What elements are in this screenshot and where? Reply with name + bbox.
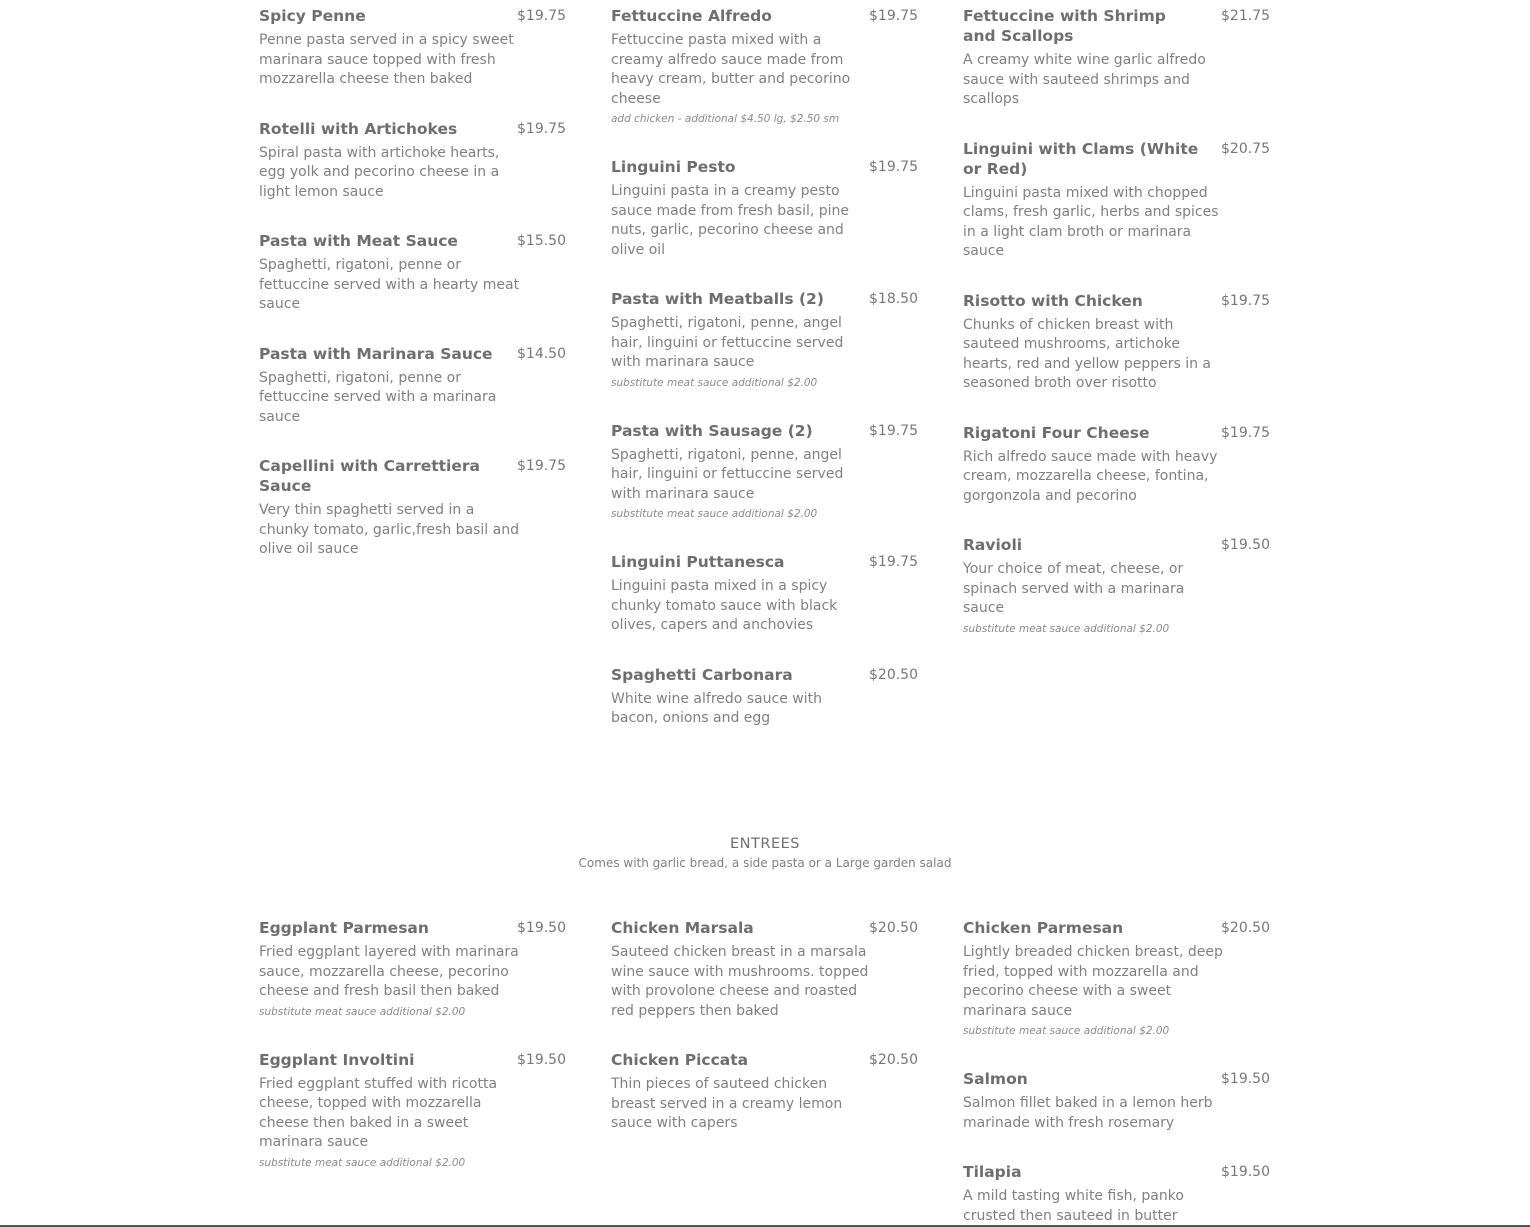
menu-item-header (963, 139, 1270, 179)
menu-item (963, 291, 1270, 394)
menu-item (259, 918, 566, 1021)
menu-item (963, 6, 1270, 110)
item-description: Lightly breaded chicken breast, deep fried, topped with mozzarella and pecorino cheese with a sweet marinara sauce (963, 944, 1223, 1019)
item-description: Spaghetti, rigatoni, penne or fettuccine served with a marinara sauce (259, 369, 497, 425)
menu-item (611, 552, 918, 636)
item-description: Chunks of chicken breast with sauteed mushrooms, artichoke hearts, red and yellow peppers in a seasoned broth over risotto (963, 316, 1212, 391)
menu-item (259, 456, 566, 560)
item-description: Spaghetti, rigatoni, penne, angel hair, linguini or fettuccine served with marinara sauce (611, 446, 844, 502)
item-note: substitute meat sauce additional $2.00 (611, 508, 818, 520)
item-description: White wine alfredo sauce with bacon, onions and egg (611, 690, 823, 726)
menu-item-header (259, 1050, 566, 1070)
item-name: Fettuccine Alfredo (611, 7, 772, 25)
menu-item-header (611, 157, 918, 177)
menu-item (611, 665, 918, 729)
item-price: $19.75 (869, 554, 918, 570)
item-name: Linguini Pesto (611, 158, 736, 176)
menu-item-header (611, 552, 918, 572)
item-name: Pasta with Marinara Sauce (259, 344, 493, 363)
menu-item-header (963, 1069, 1270, 1089)
item-description: Spaghetti, rigatoni, penne, angel hair, linguini or fettuccine served with marinara sauce (611, 315, 844, 370)
item-name: Rotelli with Artichokes (259, 119, 458, 138)
menu-item (259, 231, 566, 315)
item-price: $19.50 (1221, 537, 1270, 553)
menu-item (963, 1069, 1270, 1133)
item-price: $20.50 (869, 666, 918, 683)
item-name: Eggplant Involtini (259, 1050, 415, 1069)
menu-item (259, 6, 566, 90)
item-description: Your choice of meat, cheese, or spinach served with a marinara sauce (963, 561, 1185, 616)
menu-item-header (963, 6, 1270, 46)
item-price: $14.50 (517, 345, 566, 362)
item-price: $20.75 (1221, 140, 1270, 157)
menu-column (963, 918, 1270, 1227)
item-description: Sauteed chicken breast in a marsala wine sauce with mushrooms. topped with provolone cheese and roasted red peppers then baked (611, 944, 869, 1019)
menu-item (611, 6, 918, 128)
item-note: substitute meat sauce additional $2.00 (963, 1025, 1170, 1037)
item-name: Chicken Parmesan (963, 919, 1124, 937)
item-name: Capellini with Carrettiera Sauce (259, 457, 480, 495)
item-price: $20.50 (869, 1052, 918, 1068)
menu-column (611, 6, 918, 758)
item-price: $19.75 (1221, 292, 1270, 309)
pasta-menu-grid (259, 6, 1271, 758)
item-price: $19.75 (869, 159, 918, 175)
item-description: Fried eggplant layered with marinara sauce, mozzarella cheese, pecorino cheese and fresh basil then baked (259, 944, 519, 999)
item-note: substitute meat sauce additional $2.00 (963, 622, 1170, 635)
menu-item (259, 344, 566, 428)
item-description: Spiral pasta with artichoke hearts, egg yolk and pecorino cheese in a light lemon sauce (259, 144, 500, 200)
menu-item-header (259, 918, 566, 938)
item-price: $18.50 (869, 291, 918, 307)
menu-item (963, 1162, 1270, 1226)
item-price: $19.75 (869, 8, 918, 24)
menu-column (963, 6, 1270, 758)
item-price: $19.50 (517, 1051, 566, 1068)
menu-item (963, 918, 1270, 1040)
item-name: Tilapia (963, 1163, 1022, 1181)
menu-item (963, 139, 1270, 262)
menu-item (611, 289, 918, 392)
item-note: add chicken - additional $4.50 lg, $2.50 sm (611, 113, 840, 125)
menu-item-header (259, 6, 566, 26)
menu-item-header (963, 918, 1270, 938)
item-price: $20.50 (869, 920, 918, 936)
menu-item-header (963, 423, 1270, 443)
menu-item-header (611, 1050, 918, 1070)
item-description: A mild tasting white fish, panko crusted then sauteed in butter (963, 1188, 1184, 1224)
item-note: substitute meat sauce additional $2.00 (611, 376, 818, 389)
menu-item-header (259, 456, 566, 496)
item-name: Linguini Puttanesca (611, 553, 785, 571)
item-description: Penne pasta served in a spicy sweet marinara sauce topped with fresh mozzarella cheese then baked (259, 32, 514, 87)
menu-item (611, 157, 918, 260)
item-name: Ravioli (963, 536, 1023, 554)
item-price: $20.50 (1221, 920, 1270, 936)
item-name: Pasta with Meatballs (2) (611, 290, 824, 308)
menu-item-header (259, 344, 566, 364)
menu-item (611, 1050, 918, 1134)
menu-item (963, 423, 1270, 507)
item-name: Eggplant Parmesan (259, 919, 429, 937)
item-description: Linguini pasta mixed in a spicy chunky tomato sauce with black olives, capers and anchovies (611, 578, 838, 633)
menu-item (611, 421, 918, 524)
item-description: Salmon fillet baked in a lemon herb marinade with fresh rosemary (963, 1095, 1213, 1131)
menu-column (611, 918, 918, 1227)
entrees-menu-grid (259, 918, 1271, 1227)
item-price: $15.50 (517, 233, 566, 249)
menu-item-header (963, 1162, 1270, 1182)
menu-item (259, 1050, 566, 1172)
menu-column (259, 6, 566, 758)
item-name: Pasta with Meat Sauce (259, 232, 458, 250)
item-description: Very thin spaghetti served in a chunky tomato, garlic,fresh basil and olive oil sauce (259, 502, 519, 557)
item-name: Chicken Marsala (611, 919, 754, 937)
menu-item-header (611, 6, 918, 26)
menu-item-header (259, 231, 566, 251)
section-title: ENTREES (730, 836, 800, 852)
item-price: $19.50 (517, 920, 566, 936)
menu-item-header (611, 421, 918, 441)
item-price: $19.75 (517, 120, 566, 137)
menu-item-header (611, 289, 918, 309)
menu-item-header (611, 665, 918, 685)
item-name: Spaghetti Carbonara (611, 665, 793, 684)
item-price: $21.75 (1221, 8, 1270, 24)
menu-item (611, 918, 918, 1021)
item-note: substitute meat sauce additional $2.00 (259, 1156, 466, 1169)
entrees-header (0, 834, 1530, 872)
item-description: Fettuccine pasta mixed with a creamy alfredo sauce made from heavy cream, butter and pecorino cheese (611, 32, 851, 107)
item-name: Salmon (963, 1070, 1028, 1088)
item-price: $19.75 (869, 422, 918, 439)
item-name: Pasta with Sausage (2) (611, 421, 813, 440)
item-name: Fettuccine with Shrimp and Scallops (963, 7, 1166, 45)
menu-item-header (611, 918, 918, 938)
section-subtitle: Comes with garlic bread, a side pasta or a Large garden salad (578, 856, 952, 870)
item-description: Linguini pasta mixed with chopped clams, fresh garlic, herbs and spices in a light clam broth or marinara sauce (963, 184, 1219, 259)
item-description: Fried eggplant stuffed with ricotta cheese, topped with mozzarella cheese then baked in a sweet marinara sauce (259, 1075, 498, 1150)
menu-item-header (963, 291, 1270, 311)
item-name: Spicy Penne (259, 7, 366, 25)
menu-column (259, 918, 566, 1227)
item-description: Thin pieces of sauteed chicken breast served in a creamy lemon sauce with capers (611, 1076, 843, 1131)
item-description: Linguini pasta in a creamy pesto sauce made from fresh basil, pine nuts, garlic, pecorino cheese and olive oil (611, 183, 850, 258)
item-name: Linguini with Clams (White or Red) (963, 139, 1199, 178)
menu-item (259, 119, 566, 203)
item-price: $19.50 (1221, 1164, 1270, 1180)
item-name: Rigatoni Four Cheese (963, 423, 1150, 442)
item-price: $19.75 (517, 8, 566, 24)
item-name: Chicken Piccata (611, 1051, 749, 1069)
item-price: $19.50 (1221, 1071, 1270, 1087)
menu-item-header (963, 535, 1270, 555)
item-price: $19.75 (1221, 424, 1270, 441)
item-name: Risotto with Chicken (963, 291, 1143, 310)
item-note: substitute meat sauce additional $2.00 (259, 1005, 466, 1018)
menu-item-header (259, 119, 566, 139)
menu-item (963, 535, 1270, 638)
item-description: Rich alfredo sauce made with heavy cream, mozzarella cheese, fontina, gorgonzola and pecorino (963, 448, 1218, 504)
item-description: A creamy white wine garlic alfredo sauce with sauteed shrimps and scallops (963, 52, 1206, 107)
item-price: $19.75 (517, 458, 566, 474)
item-description: Spaghetti, rigatoni, penne or fettuccine served with a hearty meat sauce (259, 257, 520, 312)
